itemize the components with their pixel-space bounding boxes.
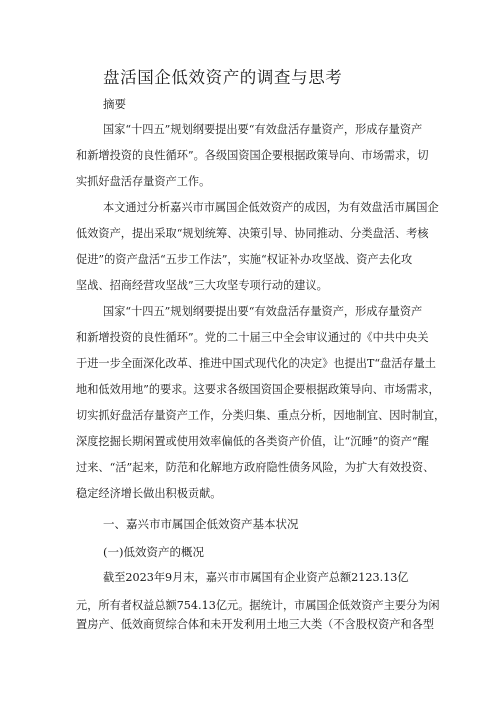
paragraph-3-line-8: 稳定经济增长做出积极贡献。 bbox=[76, 487, 222, 500]
paragraph-2-line-1: 本文通过分析嘉兴市市属国企低效资产的成因，为有效盘活市属国企 bbox=[103, 201, 439, 214]
paragraph-3-line-6: 深度挖掘长期闲置或使用效率偏低的各类资产价值，让“沉睡”的资产“醒 bbox=[76, 435, 429, 448]
paragraph-3-line-5: 切实抓好盘活存量资产工作，分类归集、重点分析，因地制宜、因时制宜， bbox=[76, 409, 446, 422]
paragraph-3-line-1: 国家“十四五”规划纲要提出要“有效盘活存量资产，形成存量资产 bbox=[103, 305, 423, 318]
paragraph-4-line-1: 截至2023年9月末，嘉兴市市属国有企业资产总额2123.13亿 bbox=[103, 571, 409, 584]
paragraph-2-line-2: 低效资产，提出采取“规划统筹、决策引导、协同推动、分类盘活、考核 bbox=[76, 227, 429, 240]
paragraph-1-line-3: 实抓好盘活存量资产工作。 bbox=[76, 175, 211, 188]
paragraph-4-line-3: 置房产、低效商贸综合体和未开发利用土地三大类（不含股权资产和各型 bbox=[76, 618, 435, 631]
paragraph-2-line-3: 促进”的资产盘活“五步工作法”，实施“权证补办攻坚战、资产去化攻 bbox=[76, 253, 413, 266]
abstract-label: 摘要 bbox=[103, 97, 126, 111]
paragraph-2-line-4: 坚战、招商经营攻坚战”三大攻坚专项行动的建议。 bbox=[76, 279, 328, 292]
paragraph-3-line-2: 和新增投资的良性循环”。党的二十届三中全会审议通过的《中共中央关 bbox=[76, 331, 429, 344]
paragraph-1-line-2: 和新增投资的良性循环”。各级国资国企要根据政策导向、市场需求，切 bbox=[76, 149, 429, 162]
paragraph-3-line-3: 于进一步全面深化改革、推进中国式现代化的决定》也提出T“盘活存量土 bbox=[76, 357, 436, 370]
section-heading-1: 一、嘉兴市市属国企低效资产基本状况 bbox=[103, 517, 299, 531]
paragraph-1-line-1: 国家“十四五”规划纲要提出要“有效盘活存量资产，形成存量资产 bbox=[103, 123, 423, 136]
paragraph-4-line-2: 元，所有者权益总额754.13亿元。据统计，市属国企低效资产主要分为闲 bbox=[76, 599, 440, 612]
paragraph-3-line-4: 地和低效用地”的要求。这要求各级国资国企要根据政策导向、市场需求， bbox=[76, 383, 440, 396]
paragraph-3-line-7: 过来、“活”起来，防范和化解地方政府隐性债务风险，为扩大有效投资、 bbox=[76, 461, 435, 474]
document-title: 盘活国企低效资产的调查与思考 bbox=[103, 68, 343, 87]
section-heading-2: (一)低效资产的概况 bbox=[103, 545, 204, 559]
